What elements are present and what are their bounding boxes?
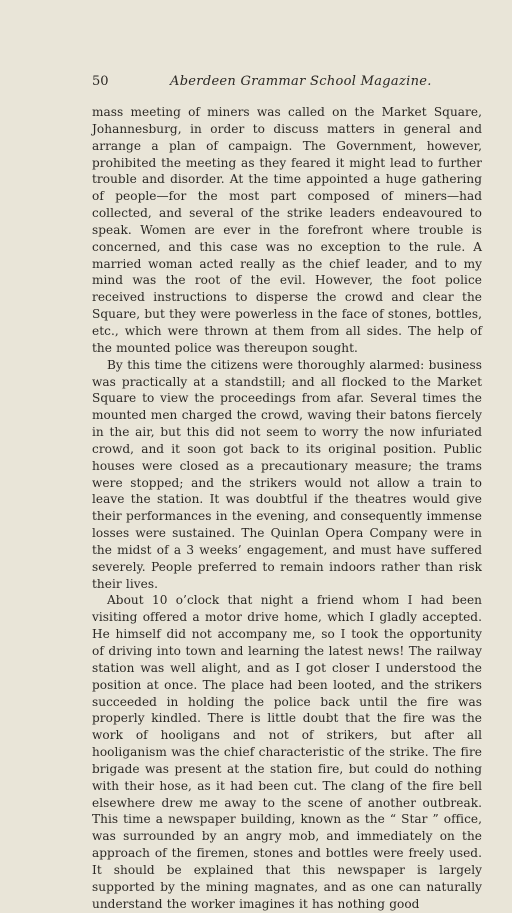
page-number: 50 — [92, 74, 109, 89]
paragraph-3: About 10 o’clock that night a friend whom I had been visiting offered a motor drive home, which I gladly accepted. He himself did not accompany me, so I took the opportunity of driving into town and learning the latest news! The railway station was well alight, and as I got closer I understood the position at once. The place had been looted, and the strikers succeeded in holding the police back until the fire was properly kindled. There is little doubt that the fire was the work of hooligans and not of strikers, but after all hooliganism was the chief characteristic of the strike. The fire brigade was present at the station fire, but could do nothing with their hose, as it had been cut. The clang of the fire bell elsewhere drew me away to the scene of another outbreak. This time a newspaper building, known as the “ Star ” office, was surrounded by an angry mob, and immediately on the approach of the firemen, stones and bottles were freely used. It should be explained that this newspaper is largely supported by the mining magnates, and as one can naturally understand the worker imagines it has nothing good — [92, 593, 482, 911]
running-title: Aberdeen Grammar School Magazine. — [170, 74, 432, 89]
paragraph-2: By this time the citizens were thoroughly alarmed: business was practically at a standstill; and all flocked to the Market Square to view the proceedings from afar. Several times the mounted men charged the crowd, waving their batons fiercely in the air, but this did not seem to worry the now infuriated crowd, and it soon got back to its original position. Public houses were closed as a precautionary measure; the trams were stopped; and the strikers would not allow a train to leave the station. It was doubtful if the theatres would give their performances in the evening, and consequently immense losses were sustained. The Quinlan Opera Company were in the midst of a 3 weeks’ engagement, and must have suffered severely. People preferred to remain indoors rather than risk their lives. — [92, 357, 482, 591]
page-header — [92, 74, 482, 94]
paragraph-1: mass meeting of miners was called on the Market Square, Johannesburg, in order to discuss matters in general and arrange a plan of campaign. The Government, however, prohibited the meeting as they feared it might lead to further trouble and disorder. At the time appointed a huge gathering of people—for the most part composed of miners—had collected, and several of the strike leaders endeavoured to speak. Women are ever in the forefront where trouble is concerned, and this case was no exception to the rule. A married woman acted really as the chief leader, and to my mind was the root of the evil. However, the foot police received instructions to disperse the crowd and clear the Square, but they were powerless in the face of stones, bottles, etc., which were thrown at them from all sides. The help of the mounted police was thereupon sought. — [92, 105, 482, 355]
article-body — [92, 104, 482, 913]
